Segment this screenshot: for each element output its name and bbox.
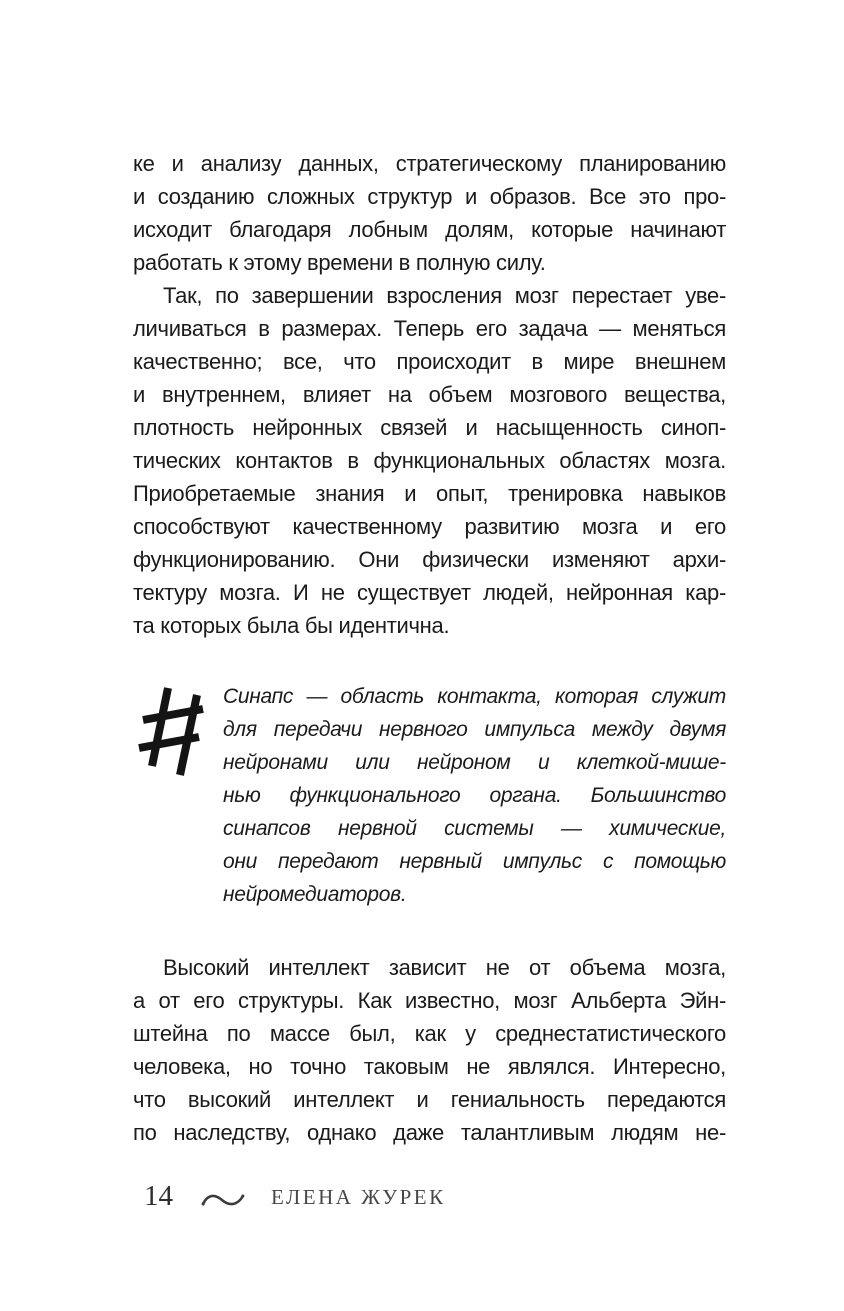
text-line: исходит благодаря лобным долям, которые начинают [133, 217, 726, 242]
running-author-title: ЕЛЕНА ЖУРЕК [271, 1185, 446, 1209]
text-line: тических контактов в функциональных областях мозга. [133, 448, 726, 473]
text-line: и внутреннем, влияет на объем мозгового вещества, [133, 382, 726, 407]
page-number: 14 [144, 1180, 173, 1212]
text-line: личиваться в размерах. Теперь его задача — меняться [133, 316, 726, 341]
text-line: штейна по массе был, как у среднестатистического [133, 1021, 726, 1046]
page-footer [144, 1180, 446, 1213]
quote-line: для передачи нервного импульса между двумя [223, 718, 726, 741]
quote-line: нью функционального органа. Большинство [223, 784, 726, 807]
quote-line: они передают нервный импульс с помощью [223, 850, 726, 873]
text-line: человека, но точно таковым не являлся. Интересно, [133, 1054, 726, 1079]
text-line: способствуют качественному развитию мозга и его [133, 514, 726, 539]
quote-line: синапсов нервной системы — химические, [223, 817, 726, 840]
text-line: а от его структуры. Как известно, мозг Альберта Эйн- [133, 988, 726, 1013]
text-line: ке и анализу данных, стратегическому планированию [133, 151, 726, 176]
paragraph-continuation [133, 147, 726, 279]
tilde-ornament-icon [201, 1191, 245, 1209]
paragraph-intellect [133, 951, 726, 1149]
quote-line: нейронами или нейроном и клеткой-мише- [223, 751, 726, 774]
paragraph-brain-growth [133, 279, 726, 642]
text-line: и созданию сложных структур и образов. Все это про- [133, 184, 726, 209]
hash-doodle-icon [137, 682, 207, 782]
text-line: Приобретаемые знания и опыт, тренировка навыков [133, 481, 726, 506]
text-line: та которых была бы идентична. [133, 613, 450, 638]
quote-line: Синапс — область контакта, которая служит [223, 685, 726, 708]
text-line: функционированию. Они физически изменяют архи- [133, 547, 726, 572]
text-line: по наследству, однако даже талантливым людям не- [133, 1120, 726, 1145]
text-column [133, 147, 726, 1149]
text-line: качественно; все, что происходит в мире внешнем [133, 349, 726, 374]
text-line: Так, по завершении взросления мозг перестает уве- [163, 283, 726, 308]
text-line: тектуру мозга. И не существует людей, нейронная кар- [133, 580, 726, 605]
text-line: плотность нейронных связей и насыщенность синоп- [133, 415, 726, 440]
text-line: что высокий интеллект и гениальность передаются [133, 1087, 726, 1112]
text-line: Высокий интеллект зависит не от объема мозга, [163, 955, 726, 980]
text-line: работать к этому времени в полную силу. [133, 250, 546, 275]
quote-line: нейромедиаторов. [223, 883, 407, 906]
definition-quote-synapse [133, 680, 726, 911]
